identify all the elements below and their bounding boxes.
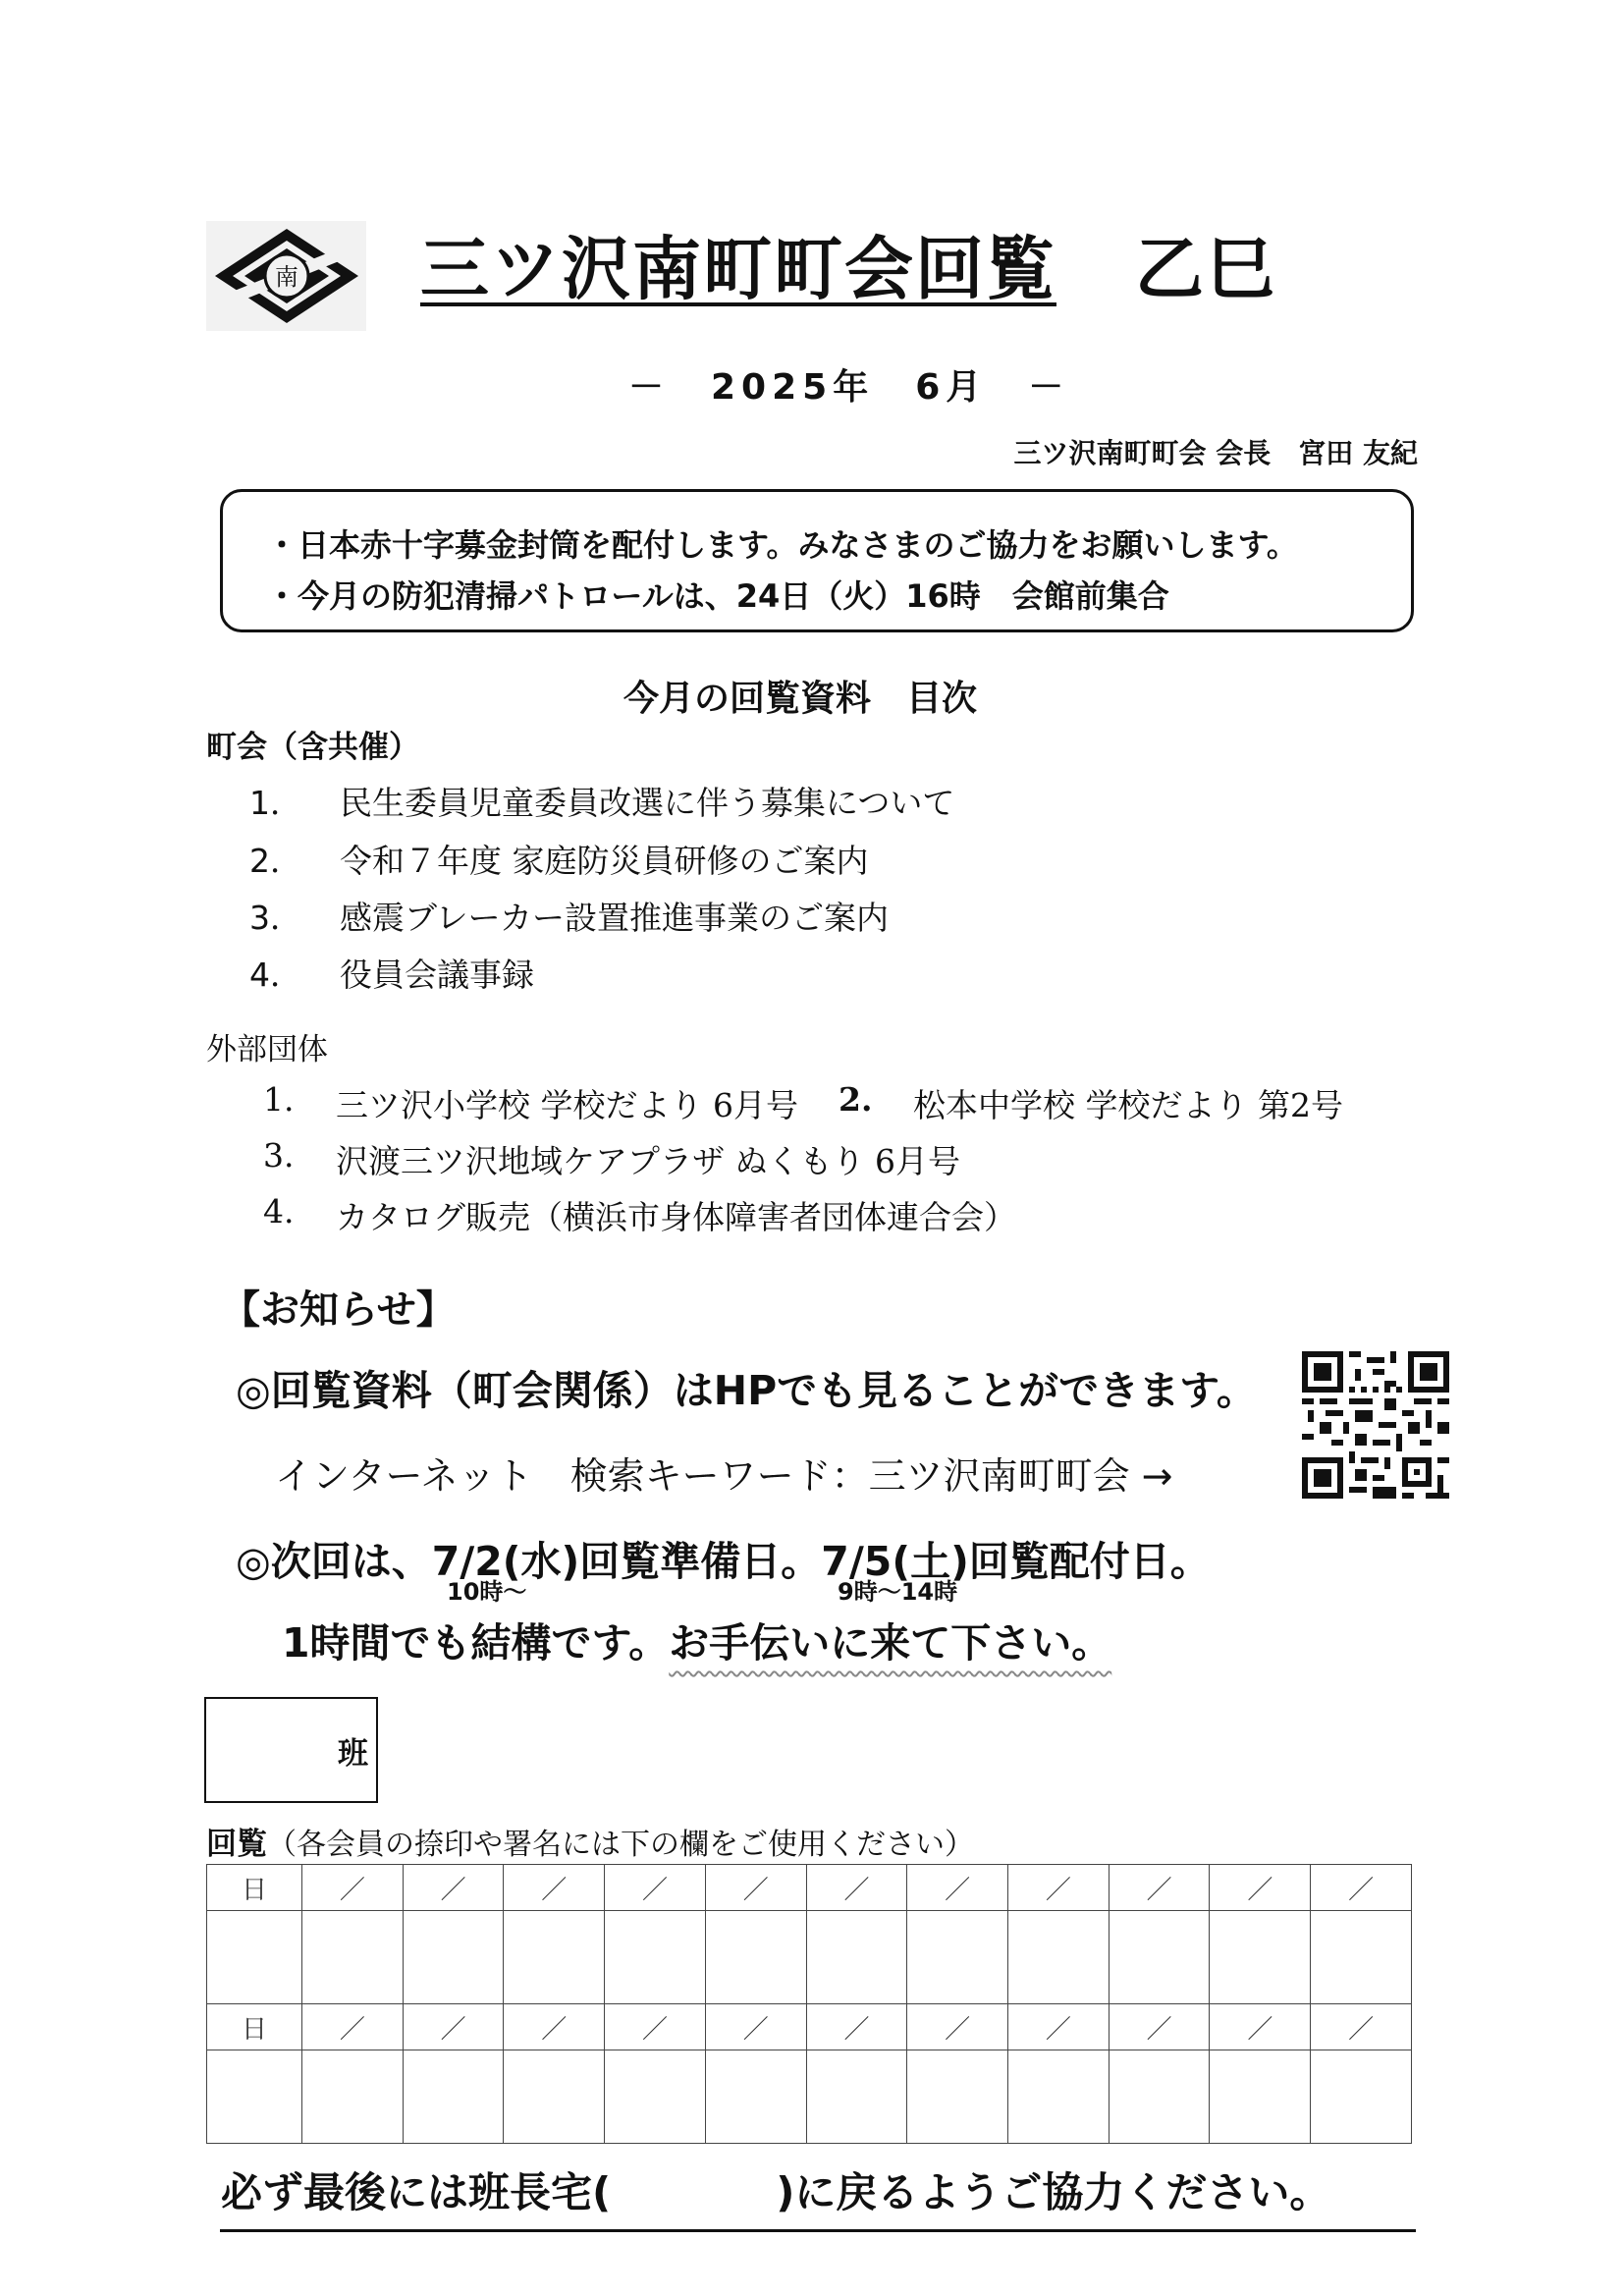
stamp-table [206, 1864, 1412, 2144]
stamp-cell[interactable] [403, 2050, 504, 2144]
day-label: 日 [207, 2004, 302, 2050]
prep-label: 回覧準備日。 [579, 1538, 822, 1585]
stamp-cell[interactable] [302, 1911, 404, 2004]
schedule-prefix: ◎次回は、 [236, 1538, 432, 1585]
stamp-cell[interactable] [605, 1911, 706, 2004]
stamp-cell[interactable] [806, 1911, 907, 2004]
date-cell[interactable]: ／ [403, 1865, 504, 1911]
toc-item-text: 沢渡三ツ沢地域ケアプラザ ぬくもり 6月号 [336, 1142, 960, 1180]
help-request-b: お手伝いに来て下さい。 [669, 1619, 1112, 1667]
toc-item [249, 836, 869, 882]
toc-item-text: 三ツ沢小学校 学校だより 6月号 [336, 1086, 798, 1124]
date-cell[interactable]: ／ [1311, 2004, 1412, 2050]
stamp-cell[interactable] [403, 1911, 504, 2004]
toc-item [263, 1136, 960, 1182]
toc-item-text: 松本中学校 学校だより 第2号 [913, 1086, 1343, 1124]
year-label: 乙巳 [1135, 229, 1276, 309]
date-cell[interactable]: ／ [705, 1865, 806, 1911]
circular-title: 三ツ沢南町町会回覧 [420, 229, 1056, 309]
stamp-cell[interactable] [705, 2050, 806, 2144]
date-cell[interactable]: ／ [1109, 1865, 1210, 1911]
date-cell[interactable]: ／ [806, 1865, 907, 1911]
toc-item [263, 1080, 1343, 1126]
stamp-cell[interactable] [1311, 1911, 1412, 2004]
toc-item-text: 感震ブレーカー設置推進事業のご案内 [340, 899, 890, 937]
section-chokai: 町会（含共催） [206, 730, 419, 765]
stamp-cell[interactable] [705, 1911, 806, 2004]
toc-item-number: 4. [263, 1192, 295, 1230]
notice-item: ・日本赤十字募金封筒を配付します。みなさまのご協力をお願いします。 [266, 526, 1298, 564]
toc-item-number: 3. [263, 1136, 295, 1175]
stamp-cell[interactable] [504, 2050, 605, 2144]
stamp-cell[interactable] [907, 1911, 1008, 2004]
toc-item-number: 4． [249, 956, 302, 994]
date-cell[interactable]: ／ [302, 2004, 404, 2050]
toc-item [249, 778, 954, 824]
search-keyword-line: インターネット 検索キーワード：三ツ沢南町町会 → [275, 1454, 1173, 1498]
stamp-sign-row [207, 2050, 1412, 2144]
toc-item [249, 893, 889, 939]
toc-item-text: カタログ販売（横浜市身体障害者団体連合会） [336, 1198, 1016, 1236]
qr-code[interactable] [1302, 1351, 1449, 1499]
hp-notice: ◎回覧資料（町会関係）はHPでも見ることができます。 [236, 1367, 1257, 1414]
stamp-cell[interactable] [207, 2050, 302, 2144]
date-cell[interactable]: ／ [1210, 1865, 1311, 1911]
qr-code-graphic [1302, 1351, 1449, 1499]
author-line: 三ツ沢南町町会 会長 宮田 友紀 [1013, 437, 1418, 469]
date-cell[interactable]: ／ [504, 1865, 605, 1911]
stamp-date-row [207, 2004, 1412, 2050]
date-cell[interactable]: ／ [1109, 2004, 1210, 2050]
date-cell[interactable]: ／ [1210, 2004, 1311, 2050]
toc-item-number: 2. [839, 1080, 873, 1119]
toc-item-text: 役員会議事録 [340, 956, 534, 994]
stamp-cell[interactable] [1109, 2050, 1210, 2144]
toc-item-text: 令和７年度 家庭防災員研修のご案内 [340, 842, 869, 880]
date-cell[interactable]: ／ [705, 2004, 806, 2050]
han-number-box[interactable] [204, 1697, 378, 1803]
next-schedule-line [236, 1529, 1211, 1587]
distribution-time: 9時～14時 [838, 1578, 958, 1606]
footer-underline [220, 2229, 1416, 2232]
stamp-cell[interactable] [1008, 1911, 1110, 2004]
date-cell[interactable]: ／ [302, 1865, 404, 1911]
toc-title: 今月の回覧資料 目次 [623, 679, 978, 719]
toc-item-number: 3． [249, 899, 302, 937]
issue-date: － 2025年 6月 － [628, 367, 1070, 408]
announcements-heading: 【お知らせ】 [221, 1287, 456, 1333]
prep-date: 7/2(水) [431, 1538, 580, 1585]
stamp-sign-row [207, 1911, 1412, 2004]
date-cell[interactable]: ／ [907, 2004, 1008, 2050]
toc-item-number: 1. [263, 1080, 295, 1119]
date-cell[interactable]: ／ [504, 2004, 605, 2050]
stamp-cell[interactable] [1210, 1911, 1311, 2004]
day-label: 日 [207, 1865, 302, 1911]
stamp-cell[interactable] [302, 2050, 404, 2144]
svg-text:南: 南 [274, 263, 298, 291]
town-emblem [206, 221, 366, 331]
circulation-label [206, 1819, 974, 1863]
stamp-cell[interactable] [504, 1911, 605, 2004]
stamp-cell[interactable] [806, 2050, 907, 2144]
emblem-graphic [213, 227, 360, 325]
circulation-note: （各会員の捺印や署名には下の欄をご使用ください） [267, 1828, 974, 1862]
notice-item: ・今月の防犯清掃パトロールは、24日（火）16時 会館前集合 [266, 577, 1169, 615]
han-label: 班 [338, 1735, 368, 1772]
toc-item-text: 民生委員児童委員改選に伴う募集について [340, 784, 955, 822]
toc-item-number: 1． [249, 784, 302, 822]
help-request-a: 1時間でも結構です。 [282, 1619, 670, 1667]
date-cell[interactable]: ／ [403, 2004, 504, 2050]
notice-box [220, 489, 1414, 632]
stamp-date-row [207, 1865, 1412, 1911]
stamp-cell[interactable] [1008, 2050, 1110, 2144]
section-external: 外部団体 [206, 1032, 328, 1067]
return-instruction: 必ず最後には班長宅( )に戻るようご協力ください。 [221, 2168, 1331, 2216]
date-cell[interactable]: ／ [1008, 2004, 1110, 2050]
circulation-label-bold: 回覧 [206, 1827, 267, 1862]
distribution-date: 7/5(土) [821, 1538, 969, 1585]
help-request-line [282, 1611, 1111, 1668]
date-cell[interactable]: ／ [1008, 1865, 1110, 1911]
stamp-cell[interactable] [1210, 2050, 1311, 2144]
date-cell[interactable]: ／ [605, 2004, 706, 2050]
toc-item-number: 2． [249, 842, 302, 880]
date-cell[interactable]: ／ [907, 1865, 1008, 1911]
date-cell[interactable]: ／ [1311, 1865, 1412, 1911]
stamp-cell[interactable] [907, 2050, 1008, 2144]
stamp-cell[interactable] [1109, 1911, 1210, 2004]
toc-item [263, 1192, 1016, 1238]
date-cell[interactable]: ／ [806, 2004, 907, 2050]
toc-item [249, 950, 534, 996]
stamp-cell[interactable] [605, 2050, 706, 2144]
distribution-label: 回覧配付日。 [968, 1538, 1211, 1585]
date-cell[interactable]: ／ [605, 1865, 706, 1911]
prep-time: 10時～ [447, 1578, 527, 1606]
document-title [420, 228, 1276, 310]
stamp-cell[interactable] [207, 1911, 302, 2004]
stamp-cell[interactable] [1311, 2050, 1412, 2144]
